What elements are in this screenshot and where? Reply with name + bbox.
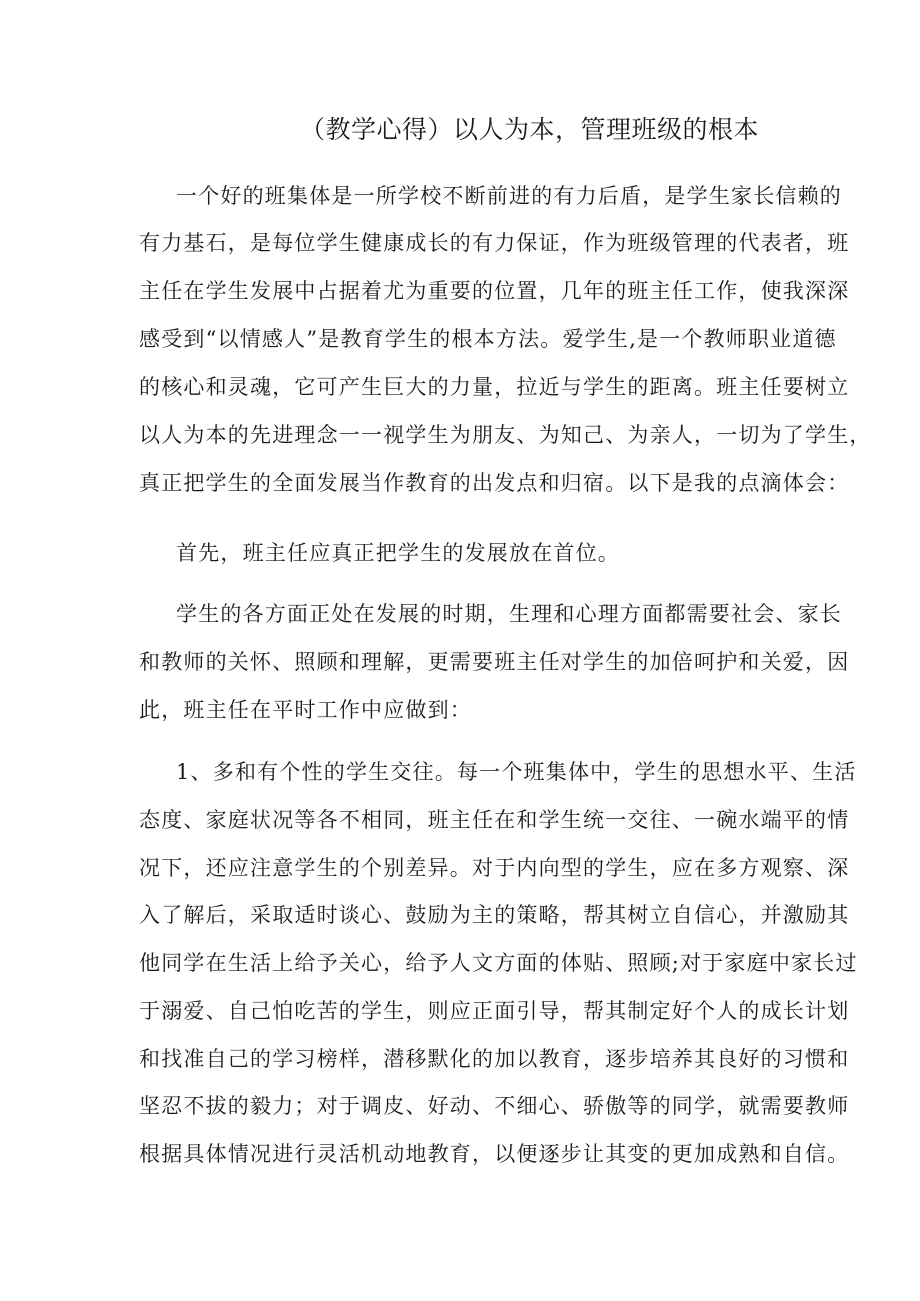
paragraph-4-line-8: 坚忍不拔的毅力；对于调皮、好动、不细心、骄傲等的同学，就需要教师 <box>139 1094 850 1118</box>
paragraph-3-line-1: 学生的各方面正处在发展的时期，生理和心理方面都需要社会、家长 <box>176 602 842 626</box>
paragraph-1-line-7: 真正把学生的全面发展当作教育的出发点和归宿。以下是我的点滴体会： <box>139 471 850 495</box>
paragraph-4-line-4: 入了解后，采取适时谈心、鼓励为主的策略，帮其树立自信心，并激励其 <box>139 903 850 927</box>
paragraph-1-line-2: 有力基石，是每位学生健康成长的有力保证，作为班级管理的代表者，班 <box>139 231 850 255</box>
document-title: （教学心得）以人为本，管理班级的根本 <box>300 115 760 144</box>
paragraph-1-line-3: 主任在学生发展中占据着尤为重要的位置，几年的班主任工作，使我深深 <box>139 279 850 303</box>
paragraph-1-line-1: 一个好的班集体是一所学校不断前进的有力后盾，是学生家长信赖的 <box>176 184 842 208</box>
paragraph-4-line-9: 根据具体情况进行灵活机动地教育，以便逐步让其变的更加成熟和自信。 <box>139 1142 850 1166</box>
paragraph-4-line-1: 1、多和有个性的学生交往。每一个班集体中，学生的思想水平、生活 <box>176 760 857 784</box>
paragraph-4-line-2: 态度、家庭状况等各不相同，班主任在和学生统一交往、一碗水端平的情 <box>139 808 850 832</box>
paragraph-3-line-3: 此，班主任在平时工作中应做到： <box>139 698 472 722</box>
paragraph-3-line-2: 和教师的关怀、照顾和理解，更需要班主任对学生的加倍呵护和关爱，因 <box>139 650 850 674</box>
paragraph-1-line-4: 感受到“以情感人”是教育学生的根本方法。爱学生,是一个教师职业道德 <box>139 327 837 351</box>
paragraph-4-line-6: 于溺爱、自己怕吃苦的学生，则应正面引导，帮其制定好个人的成长计划 <box>139 999 850 1023</box>
paragraph-1-line-6: 以人为本的先进理念一一视学生为朋友、为知己、为亲人，一切为了学生， <box>139 423 872 447</box>
paragraph-1-line-5: 的核心和灵魂，它可产生巨大的力量，拉近与学生的距离。班主任要树立 <box>139 375 850 399</box>
paragraph-4-line-3: 况下，还应注意学生的个别差异。对于内向型的学生，应在多方观察、深 <box>139 856 850 880</box>
paragraph-4-line-7: 和找准自己的学习榜样，潜移默化的加以教育，逐步培养其良好的习惯和 <box>139 1047 850 1071</box>
paragraph-2-line-1: 首先，班主任应真正把学生的发展放在首位。 <box>176 541 620 565</box>
paragraph-4-line-5: 他同学在生活上给予关心，给予人文方面的体贴、照顾;对于家庭中家长过 <box>139 951 858 975</box>
